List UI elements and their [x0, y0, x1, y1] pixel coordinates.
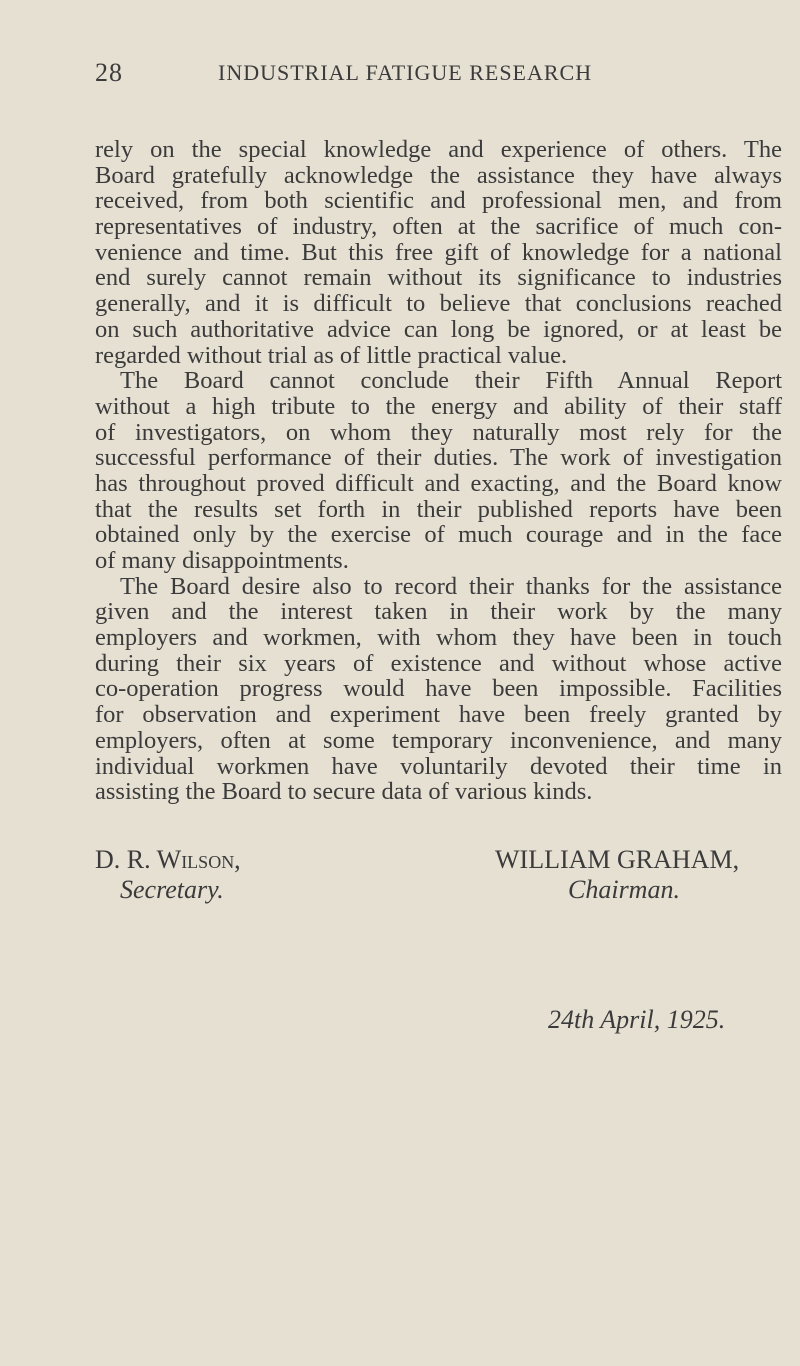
text-line: during their six years of existence and without whose active — [95, 649, 782, 677]
text-line: venience and time. But this free gift of knowledge for a national — [95, 238, 782, 266]
text-line: end surely cannot remain without its significance to industries — [95, 264, 782, 292]
text-line: employers and workmen, with whom they have been in touch — [95, 624, 782, 652]
text-line: regarded without trial as of little practical value. — [95, 341, 568, 369]
text-line: of investigators, on whom they naturally most rely for the — [95, 418, 782, 446]
text-line: co-operation progress would have been impossible. Facilities — [95, 675, 782, 703]
secretary-name: D. R. Wilson, — [95, 845, 241, 874]
text-line: of many disappointments. — [95, 547, 349, 574]
running-title: INDUSTRIAL FATIGUE RESEARCH — [218, 60, 593, 85]
text-line: successful performance of their duties. The work of investigation — [95, 444, 782, 472]
text-line: received, from both scientific and professional men, and from — [95, 187, 782, 215]
text-line: rely on the special knowledge and experience of others. The — [95, 136, 782, 163]
text-line: without a high tribute to the energy and ability of their staff — [95, 392, 782, 420]
text-line: generally, and it is difficult to believe that conclusions reached — [95, 290, 782, 318]
page-number: 28 — [95, 58, 123, 87]
chairman-name: WILLIAM GRAHAM, — [495, 845, 740, 874]
date: 24th April, 1925. — [548, 1005, 726, 1034]
text-line: The Board cannot conclude their Fifth Annual Report — [120, 367, 782, 395]
text-line: has throughout proved difficult and exacting, and the Board know — [95, 469, 782, 497]
text-line: Board gratefully acknowledge the assistance they have always — [95, 161, 782, 189]
text-line: that the results set forth in their published reports have been — [95, 495, 782, 523]
text-line: employers, often at some temporary inconvenience, and many — [95, 726, 782, 754]
text-line: assisting the Board to secure data of various kinds. — [95, 778, 593, 806]
chairman-title: Chairman. — [568, 875, 680, 904]
text-line: for observation and experiment have been freely granted by — [95, 701, 782, 729]
text-line: obtained only by the exercise of much courage and in the face — [95, 521, 782, 549]
text-line: on such authoritative advice can long be ignored, or at least be — [95, 315, 782, 343]
text-line: given and the interest taken in their work by the many — [95, 598, 782, 626]
body-text — [95, 137, 782, 805]
text-line: individual workmen have voluntarily devoted their time in — [95, 752, 782, 780]
text-line: representatives of industry, often at the sacrifice of much con- — [95, 213, 782, 241]
secretary-title: Secretary. — [120, 875, 224, 904]
text-line: The Board desire also to record their thanks for the assistance — [120, 572, 782, 600]
